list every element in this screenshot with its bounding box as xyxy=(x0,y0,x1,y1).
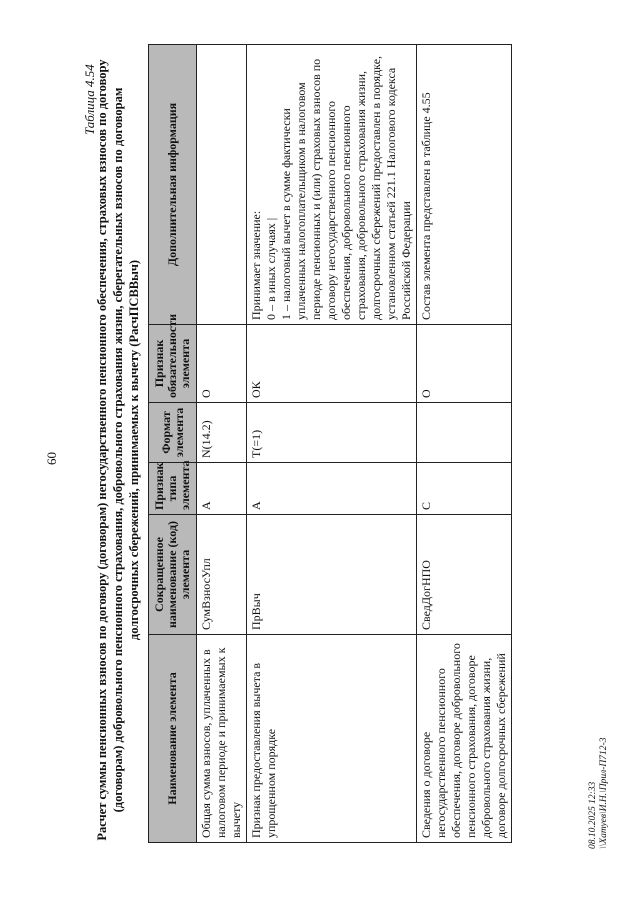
cell-code: СумВзносУпл xyxy=(197,515,247,635)
header-name: Наименование элемента xyxy=(149,635,197,843)
cell-required: О xyxy=(197,325,247,403)
spec-table xyxy=(148,44,512,843)
cell-name: Общая сумма взносов, уплаченных в налоговом периоде и принимаемых к вычету xyxy=(197,635,247,843)
cell-info xyxy=(197,45,247,325)
cell-type: С xyxy=(417,463,512,515)
cell-info: Состав элемента представлен в таблице 4.55 xyxy=(417,45,512,325)
table-header-row xyxy=(149,45,197,843)
cell-format: T(=1) xyxy=(247,403,417,463)
table-row xyxy=(197,45,247,843)
table-label: Таблица 4.54 xyxy=(82,64,97,135)
header-format: Формат элемента xyxy=(149,403,197,463)
cell-required: О xyxy=(417,325,512,403)
cell-info: Принимает значение: 0 – в иных случаях | 1 – налоговый вычет в сумме фактически уплаченных налогоплательщиком в налоговом периоде пенсионных и (или) страховых взносов по договору негосударственного пенсионного обеспечения, добровольного пенсионного страхования, добровольного страхования жизни, долгосрочных сбережений предоставлен в порядке, установленном статьей 221.1 Налогового кодекса Российской Федерации xyxy=(247,45,417,325)
cell-code: СведДогНПО xyxy=(417,515,512,635)
table-row xyxy=(247,45,417,843)
header-info: Дополнительная информация xyxy=(149,45,197,325)
table-title: Расчет суммы пенсионных взносов по договору (договорам) негосударственного пенсионного обеспечения, страховых взносов по договору (договорам) добровольного пенсионного страхования, добровольного страхования жизни, сберегательных взносов по договорам долгосрочных сбережений, принимаемых к вычету (РасчПСВВыч) xyxy=(95,59,141,841)
cell-format xyxy=(417,403,512,463)
cell-name: Сведения о договоре негосударственного пенсионного обеспечения, договоре добровольного пенсионного страхования, договоре добровольного страхования жизни, договоре долгосрочных сбережений xyxy=(417,635,512,843)
cell-format: N(14.2) xyxy=(197,403,247,463)
footer-date: 08.10.2025 12:33 xyxy=(588,781,598,849)
footer-author: \\Хатуев\И.Н.\Прил-П712-3 xyxy=(599,737,609,849)
cell-type: А xyxy=(197,463,247,515)
cell-required: ОК xyxy=(247,325,417,403)
cell-code: ПрВыч xyxy=(247,515,417,635)
header-type: Признак типа элемента xyxy=(149,463,197,515)
table-row xyxy=(417,45,512,843)
cell-name: Признак предоставления вычета в упрощенном порядке xyxy=(247,635,417,843)
header-code: Сокращенное наименование (код) элемента xyxy=(149,515,197,635)
page-number: 60 xyxy=(44,452,59,465)
header-required: Признак обязательности элемента xyxy=(149,325,197,403)
cell-type: А xyxy=(247,463,417,515)
footer-stamp xyxy=(588,738,610,849)
